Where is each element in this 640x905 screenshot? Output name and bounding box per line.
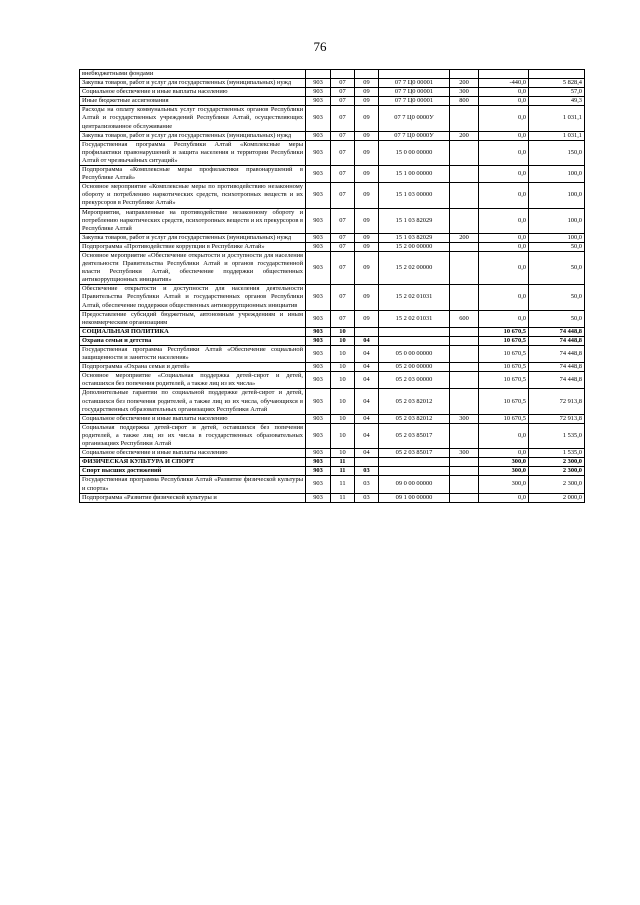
subsection-code-cell: 09 (355, 251, 379, 284)
subsection-code-cell (355, 327, 379, 336)
admin-code-cell: 903 (306, 336, 331, 345)
target-article-cell: 15 2 02 01031 (379, 310, 450, 327)
expense-type-cell (450, 251, 479, 284)
section-code-cell: 07 (331, 208, 355, 233)
target-article-cell (379, 70, 450, 79)
target-article-cell: 07 7 Ц0 00001 (379, 88, 450, 97)
subsection-code-cell: 09 (355, 131, 379, 140)
admin-code-cell: 903 (306, 389, 331, 414)
table-row (80, 363, 585, 372)
table-row (80, 106, 585, 131)
table-row (80, 458, 585, 467)
admin-code-cell: 903 (306, 233, 331, 242)
target-article-cell: 05 2 03 85017 (379, 449, 450, 458)
amount-change-cell: 0,0 (479, 183, 529, 208)
admin-code-cell: 903 (306, 310, 331, 327)
amount-total-cell: 2 300,0 (529, 467, 585, 476)
table-row (80, 285, 585, 310)
item-name-cell: Государственная программа Республики Алтай «Развитие физической культуры и спорта» (80, 476, 306, 493)
table-row (80, 389, 585, 414)
item-name-cell: Расходы на оплату коммунальных услуг государственных органов Республики Алтай и государственных учреждений Республики Алтай, осуществляющих централизованное обслуживание (80, 106, 306, 131)
subsection-code-cell: 03 (355, 493, 379, 502)
item-name-cell: Охрана семьи и детства (80, 336, 306, 345)
table-row (80, 251, 585, 284)
section-code-cell: 10 (331, 336, 355, 345)
subsection-code-cell: 03 (355, 467, 379, 476)
amount-total-cell: 50,0 (529, 285, 585, 310)
admin-code-cell: 903 (306, 251, 331, 284)
target-article-cell: 07 7 Ц0 00001 (379, 79, 450, 88)
subsection-code-cell: 09 (355, 79, 379, 88)
target-article-cell: 15 1 03 00000 (379, 183, 450, 208)
table-row (80, 140, 585, 165)
expense-type-cell: 200 (450, 233, 479, 242)
amount-change-cell: 0,0 (479, 166, 529, 183)
admin-code-cell: 903 (306, 97, 331, 106)
expense-type-cell (450, 467, 479, 476)
subsection-code-cell: 09 (355, 208, 379, 233)
subsection-code-cell: 04 (355, 414, 379, 423)
expense-type-cell: 200 (450, 79, 479, 88)
target-article-cell: 15 2 02 00000 (379, 251, 450, 284)
subsection-code-cell: 04 (355, 372, 379, 389)
expense-type-cell: 300 (450, 449, 479, 458)
admin-code-cell: 903 (306, 414, 331, 423)
target-article-cell (379, 327, 450, 336)
amount-total-cell: 72 913,8 (529, 389, 585, 414)
expense-type-cell (450, 493, 479, 502)
section-code-cell: 11 (331, 476, 355, 493)
amount-total-cell: 74 448,8 (529, 372, 585, 389)
table-row (80, 88, 585, 97)
expense-type-cell (450, 336, 479, 345)
amount-total-cell: 50,0 (529, 310, 585, 327)
target-article-cell: 07 7 Ц0 00001 (379, 97, 450, 106)
item-name-cell: Государственная программа Республики Алтай «Комплексные меры профилактики правонарушений и защита населения и территории Республики Алтай от чрезвычайных ситуаций» (80, 140, 306, 165)
admin-code-cell: 903 (306, 106, 331, 131)
budget-table-body (80, 70, 585, 503)
amount-change-cell: 300,0 (479, 458, 529, 467)
table-row (80, 242, 585, 251)
item-name-cell: Обеспечение открытости и доступности для населения деятельности Правительства Республики Алтай и государственных органов Республики Алтай, обеспечение поддержки общественных антикоррупционных инициатив (80, 285, 306, 310)
subsection-code-cell: 09 (355, 285, 379, 310)
amount-change-cell: 0,0 (479, 310, 529, 327)
target-article-cell: 05 2 00 00000 (379, 363, 450, 372)
expense-type-cell: 300 (450, 414, 479, 423)
table-row (80, 476, 585, 493)
target-article-cell: 15 2 00 00000 (379, 242, 450, 251)
section-code-cell: 07 (331, 285, 355, 310)
item-name-cell: Основное мероприятие «Комплексные меры по противодействию незаконному обороту и потреблению наркотических средств, психотропных веществ и их прекурсоров в Республике Алтай» (80, 183, 306, 208)
amount-total-cell: 74 448,8 (529, 336, 585, 345)
amount-total-cell: 100,0 (529, 233, 585, 242)
section-code-cell: 07 (331, 183, 355, 208)
expense-type-cell (450, 106, 479, 131)
amount-change-cell (479, 70, 529, 79)
expense-type-cell (450, 389, 479, 414)
expense-type-cell (450, 140, 479, 165)
amount-change-cell: 0,0 (479, 140, 529, 165)
amount-change-cell: 0,0 (479, 233, 529, 242)
target-article-cell (379, 458, 450, 467)
section-code-cell: 10 (331, 423, 355, 448)
admin-code-cell: 903 (306, 476, 331, 493)
amount-total-cell: 50,0 (529, 251, 585, 284)
admin-code-cell: 903 (306, 493, 331, 502)
expense-type-cell: 200 (450, 131, 479, 140)
amount-change-cell: 10 670,5 (479, 346, 529, 363)
expense-type-cell: 600 (450, 310, 479, 327)
amount-change-cell: 10 670,5 (479, 327, 529, 336)
item-name-cell: Социальное обеспечение и иные выплаты населению (80, 414, 306, 423)
table-row (80, 233, 585, 242)
item-name-cell: внебюджетными фондами (80, 70, 306, 79)
target-article-cell: 05 2 03 85017 (379, 423, 450, 448)
table-row (80, 70, 585, 79)
admin-code-cell: 903 (306, 140, 331, 165)
amount-change-cell: 10 670,5 (479, 363, 529, 372)
target-article-cell: 15 1 00 00000 (379, 166, 450, 183)
item-name-cell: Спорт высших достижений (80, 467, 306, 476)
item-name-cell: Социальное обеспечение и иные выплаты населению (80, 88, 306, 97)
amount-total-cell: 74 448,8 (529, 327, 585, 336)
target-article-cell: 15 1 03 82029 (379, 233, 450, 242)
expense-type-cell: 300 (450, 88, 479, 97)
amount-change-cell: 0,0 (479, 208, 529, 233)
amount-total-cell: 1 031,1 (529, 131, 585, 140)
expense-type-cell (450, 183, 479, 208)
admin-code-cell: 903 (306, 423, 331, 448)
subsection-code-cell: 09 (355, 242, 379, 251)
target-article-cell: 09 0 00 00000 (379, 476, 450, 493)
target-article-cell: 05 2 03 82012 (379, 414, 450, 423)
amount-change-cell: 0,0 (479, 251, 529, 284)
item-name-cell: Мероприятия, направленные на противодействие незаконному обороту и потреблению наркотических средств, психотропных веществ и их прекурсоров в Республике Алтай (80, 208, 306, 233)
expense-type-cell (450, 208, 479, 233)
table-row (80, 449, 585, 458)
subsection-code-cell (355, 458, 379, 467)
section-code-cell: 10 (331, 449, 355, 458)
amount-change-cell: 0,0 (479, 242, 529, 251)
expense-type-cell (450, 423, 479, 448)
amount-change-cell: 300,0 (479, 467, 529, 476)
amount-total-cell: 100,0 (529, 166, 585, 183)
item-name-cell: СОЦИАЛЬНАЯ ПОЛИТИКА (80, 327, 306, 336)
admin-code-cell: 903 (306, 327, 331, 336)
target-article-cell: 05 0 00 00000 (379, 346, 450, 363)
section-code-cell: 11 (331, 493, 355, 502)
subsection-code-cell (355, 70, 379, 79)
table-row (80, 336, 585, 345)
table-row (80, 183, 585, 208)
admin-code-cell: 903 (306, 458, 331, 467)
table-row (80, 493, 585, 502)
amount-total-cell: 100,0 (529, 183, 585, 208)
section-code-cell (331, 70, 355, 79)
subsection-code-cell: 09 (355, 183, 379, 208)
amount-change-cell: 10 670,5 (479, 336, 529, 345)
target-article-cell: 05 2 03 00000 (379, 372, 450, 389)
admin-code-cell: 903 (306, 208, 331, 233)
amount-total-cell: 74 448,8 (529, 363, 585, 372)
amount-change-cell: 0,0 (479, 449, 529, 458)
amount-total-cell: 49,3 (529, 97, 585, 106)
amount-total-cell: 57,0 (529, 88, 585, 97)
subsection-code-cell: 04 (355, 449, 379, 458)
amount-change-cell: 300,0 (479, 476, 529, 493)
item-name-cell: Социальная поддержка детей-сирот и детей, оставшихся без попечения родителей, а также лиц из их числа в государственных образовательных организациях Республики Алтай (80, 423, 306, 448)
section-code-cell: 10 (331, 346, 355, 363)
section-code-cell: 10 (331, 389, 355, 414)
amount-total-cell: 74 448,8 (529, 346, 585, 363)
amount-change-cell: 0,0 (479, 285, 529, 310)
item-name-cell: Подпрограмма «Развитие физической культуры и (80, 493, 306, 502)
section-code-cell: 07 (331, 140, 355, 165)
amount-change-cell: 10 670,5 (479, 389, 529, 414)
table-row (80, 467, 585, 476)
target-article-cell: 15 2 02 01031 (379, 285, 450, 310)
admin-code-cell: 903 (306, 79, 331, 88)
section-code-cell: 10 (331, 372, 355, 389)
item-name-cell: Подпрограмма «Противодействие коррупции в Республике Алтай» (80, 242, 306, 251)
amount-total-cell: 50,0 (529, 242, 585, 251)
table-row (80, 97, 585, 106)
table-row (80, 131, 585, 140)
expense-type-cell (450, 242, 479, 251)
amount-change-cell: 0,0 (479, 106, 529, 131)
item-name-cell: Подпрограмма «Комплексные меры профилактики правонарушений в Республике Алтай» (80, 166, 306, 183)
admin-code-cell: 903 (306, 242, 331, 251)
section-code-cell: 07 (331, 131, 355, 140)
admin-code-cell: 903 (306, 166, 331, 183)
item-name-cell: Закупка товаров, работ и услуг для государственных (муниципальных) нужд (80, 131, 306, 140)
section-code-cell: 07 (331, 88, 355, 97)
amount-total-cell: 72 913,8 (529, 414, 585, 423)
target-article-cell: 07 7 Ц0 0000У (379, 131, 450, 140)
table-row (80, 310, 585, 327)
subsection-code-cell: 04 (355, 423, 379, 448)
target-article-cell: 09 1 00 00000 (379, 493, 450, 502)
expense-type-cell (450, 346, 479, 363)
target-article-cell: 07 7 Ц0 0000У (379, 106, 450, 131)
amount-change-cell: 0,0 (479, 131, 529, 140)
item-name-cell: Социальное обеспечение и иные выплаты населению (80, 449, 306, 458)
subsection-code-cell: 09 (355, 310, 379, 327)
subsection-code-cell: 04 (355, 336, 379, 345)
amount-change-cell: 10 670,5 (479, 414, 529, 423)
table-row (80, 166, 585, 183)
amount-change-cell: 0,0 (479, 88, 529, 97)
table-row (80, 423, 585, 448)
expense-type-cell (450, 166, 479, 183)
subsection-code-cell: 09 (355, 140, 379, 165)
amount-change-cell: 10 670,5 (479, 372, 529, 389)
item-name-cell: Иные бюджетные ассигнования (80, 97, 306, 106)
table-row (80, 208, 585, 233)
amount-total-cell: 150,0 (529, 140, 585, 165)
item-name-cell: Закупка товаров, работ и услуг для государственных (муниципальных) нужд (80, 79, 306, 88)
expense-type-cell (450, 70, 479, 79)
amount-total-cell: 100,0 (529, 208, 585, 233)
section-code-cell: 07 (331, 106, 355, 131)
expense-type-cell (450, 285, 479, 310)
subsection-code-cell: 09 (355, 106, 379, 131)
expense-type-cell (450, 363, 479, 372)
subsection-code-cell: 09 (355, 97, 379, 106)
expense-type-cell: 800 (450, 97, 479, 106)
admin-code-cell (306, 70, 331, 79)
budget-table (79, 69, 585, 503)
admin-code-cell: 903 (306, 363, 331, 372)
section-code-cell: 07 (331, 310, 355, 327)
admin-code-cell: 903 (306, 183, 331, 208)
amount-total-cell (529, 70, 585, 79)
section-code-cell: 07 (331, 79, 355, 88)
item-name-cell: Предоставление субсидий бюджетным, автономным учреждениям и иным некоммерческим организациям (80, 310, 306, 327)
subsection-code-cell: 09 (355, 88, 379, 97)
section-code-cell: 10 (331, 414, 355, 423)
section-code-cell: 10 (331, 363, 355, 372)
amount-total-cell: 2 300,0 (529, 458, 585, 467)
table-row (80, 79, 585, 88)
amount-change-cell: 0,0 (479, 97, 529, 106)
target-article-cell: 15 0 00 00000 (379, 140, 450, 165)
item-name-cell: Государственная программа Республики Алтай «Обеспечение социальной защищенности и занятости населения» (80, 346, 306, 363)
subsection-code-cell: 04 (355, 363, 379, 372)
amount-total-cell: 1 031,1 (529, 106, 585, 131)
target-article-cell: 05 2 03 82012 (379, 389, 450, 414)
target-article-cell (379, 467, 450, 476)
expense-type-cell (450, 476, 479, 493)
page-number: 76 (313, 39, 327, 54)
item-name-cell: Закупка товаров, работ и услуг для государственных (муниципальных) нужд (80, 233, 306, 242)
admin-code-cell: 903 (306, 346, 331, 363)
amount-change-cell: 0,0 (479, 423, 529, 448)
admin-code-cell: 903 (306, 467, 331, 476)
admin-code-cell: 903 (306, 285, 331, 310)
table-row (80, 414, 585, 423)
item-name-cell: Основное мероприятие «Социальная поддержка детей-сирот и детей, оставшихся без попечения родителей, а также лиц из их числа» (80, 372, 306, 389)
section-code-cell: 11 (331, 467, 355, 476)
expense-type-cell (450, 372, 479, 389)
item-name-cell: Подпрограмма «Охрана семьи и детей» (80, 363, 306, 372)
section-code-cell: 10 (331, 327, 355, 336)
amount-total-cell: 1 535,0 (529, 449, 585, 458)
item-name-cell: ФИЗИЧЕСКАЯ КУЛЬТУРА И СПОРТ (80, 458, 306, 467)
target-article-cell: 15 1 03 82029 (379, 208, 450, 233)
subsection-code-cell: 04 (355, 389, 379, 414)
section-code-cell: 07 (331, 233, 355, 242)
subsection-code-cell: 04 (355, 346, 379, 363)
subsection-code-cell: 09 (355, 233, 379, 242)
expense-type-cell (450, 327, 479, 336)
expense-type-cell (450, 458, 479, 467)
amount-total-cell: 5 828,4 (529, 79, 585, 88)
section-code-cell: 11 (331, 458, 355, 467)
admin-code-cell: 903 (306, 449, 331, 458)
amount-total-cell: 2 000,0 (529, 493, 585, 502)
table-row (80, 327, 585, 336)
subsection-code-cell: 09 (355, 166, 379, 183)
section-code-cell: 07 (331, 251, 355, 284)
section-code-cell: 07 (331, 97, 355, 106)
admin-code-cell: 903 (306, 88, 331, 97)
section-code-cell: 07 (331, 242, 355, 251)
table-row (80, 346, 585, 363)
admin-code-cell: 903 (306, 131, 331, 140)
amount-total-cell: 1 535,0 (529, 423, 585, 448)
subsection-code-cell: 03 (355, 476, 379, 493)
section-code-cell: 07 (331, 166, 355, 183)
amount-change-cell: -440,0 (479, 79, 529, 88)
admin-code-cell: 903 (306, 372, 331, 389)
table-row (80, 372, 585, 389)
target-article-cell (379, 336, 450, 345)
item-name-cell: Дополнительные гарантии по социальной поддержке детей-сирот и детей, оставшихся без попечения родителей, а также лиц из их числа, обучающихся в государственных образовательных организациях Республики Алтай (80, 389, 306, 414)
item-name-cell: Основное мероприятие «Обеспечение открытости и доступности для населения деятельности Правительства Республики Алтай и органов государственной власти Республики Алтай, обеспечение поддержки общественных антикоррупционных инициатив» (80, 251, 306, 284)
amount-change-cell: 0,0 (479, 493, 529, 502)
amount-total-cell: 2 300,0 (529, 476, 585, 493)
